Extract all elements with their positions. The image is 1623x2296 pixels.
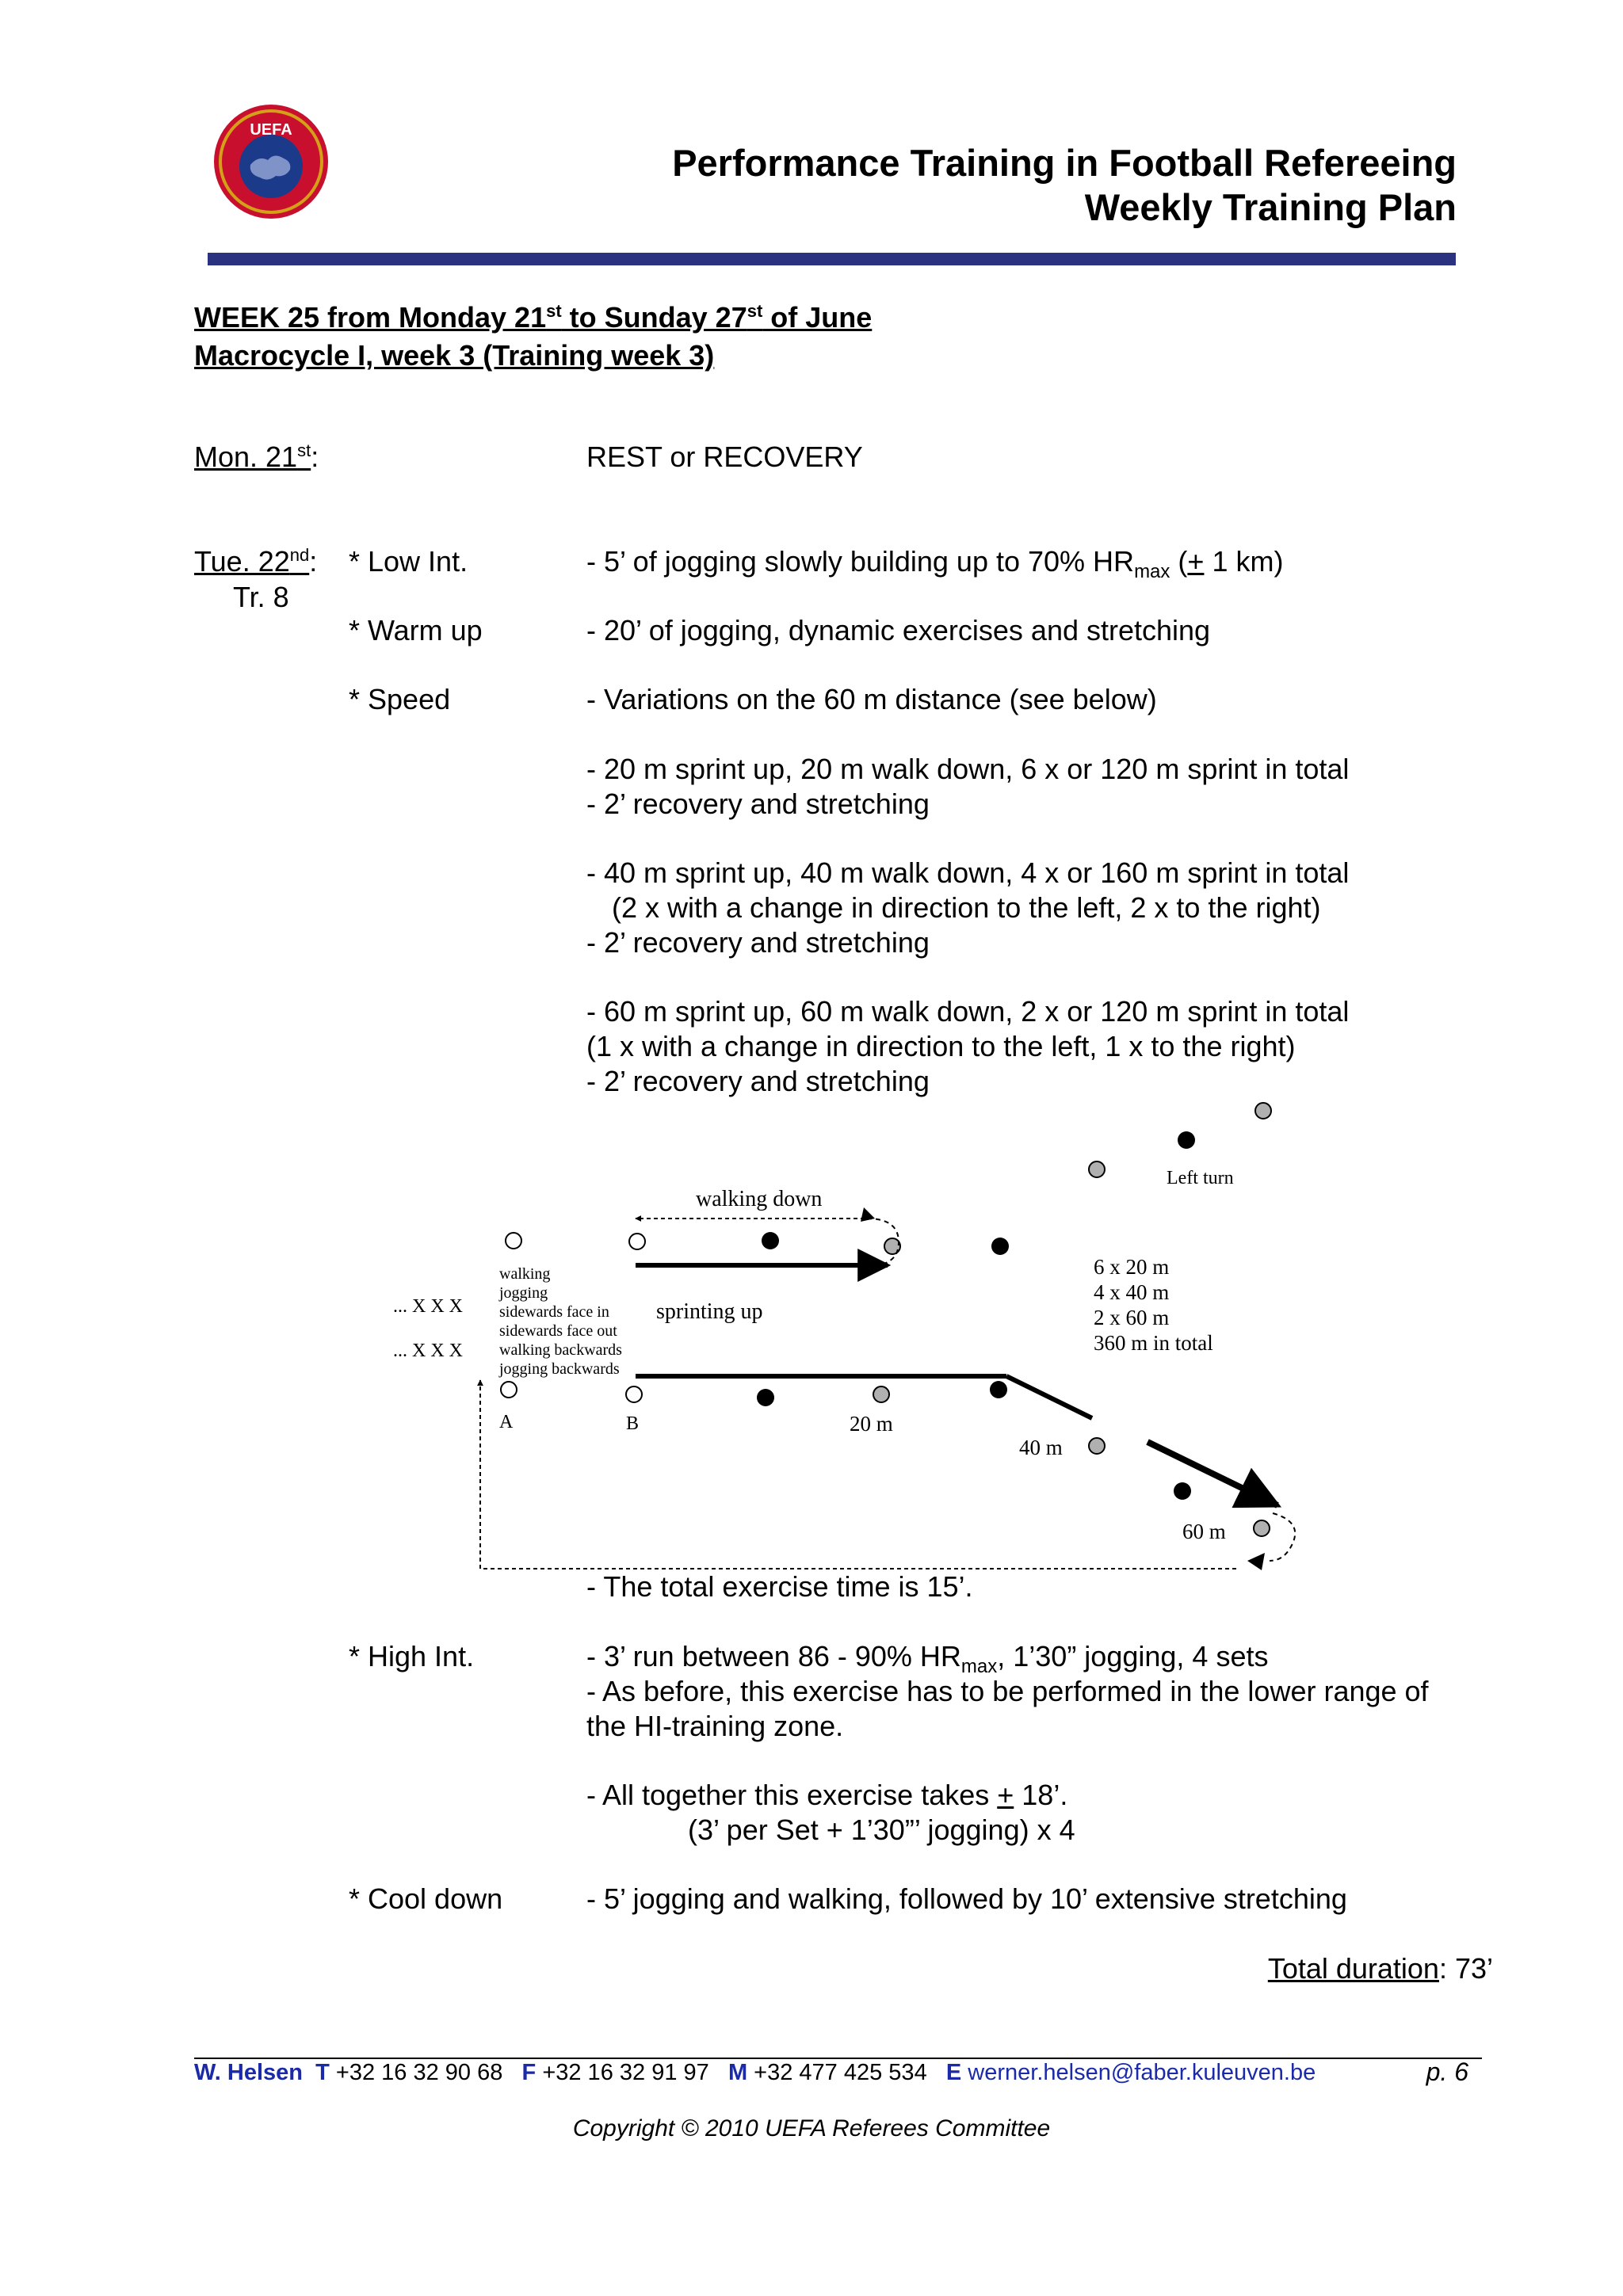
monday-text: REST or RECOVERY	[586, 441, 863, 473]
label-b: B	[626, 1413, 640, 1434]
cone-grey	[1089, 1438, 1105, 1454]
copyright: Copyright © 2010 UEFA Referees Committee	[572, 2115, 1051, 2142]
high-int-line5: (3’ per Set + 1’30”’ jogging) x 4	[688, 1814, 1075, 1846]
row-label: ... X X X	[393, 1341, 463, 1361]
total-exercise-time: - The total exercise time is 15’.	[586, 1570, 973, 1603]
movement-item: walking	[499, 1265, 551, 1283]
speed-intro: - Variations on the 60 m distance (see below)	[586, 683, 1157, 715]
cone-black	[757, 1389, 774, 1406]
low-int-text: - 5’ of jogging slowly building up to 70% $HR_{max}$ (+ 1 km)	[586, 545, 1284, 583]
speed-line: - 60 m sprint up, 60 m walk down, 2 x or 120 m sprint in total	[586, 995, 1350, 1028]
distance-20m: 20 m	[850, 1412, 893, 1436]
row-label: ... X X X	[393, 1296, 463, 1317]
sprint-line-60m	[1148, 1442, 1277, 1505]
summary-item: 4 x 40 m	[1094, 1280, 1170, 1304]
cone-grey	[873, 1386, 889, 1402]
cone-black	[1174, 1482, 1191, 1500]
speed-line: - 20 m sprint up, 20 m walk down, 6 x or 120 m sprint in total	[586, 753, 1350, 785]
author-name: W. Helsen	[194, 2060, 303, 2085]
cone-black	[991, 1238, 1009, 1255]
speed-line: (1 x with a change in direction to the left, 1 x to the right)	[586, 1030, 1296, 1062]
footer-contact: W. Helsen T +32 16 32 90 68 F +32 16 32 91 97 M +32 477 425 534 E werner.helsen@faber.kuleuven.be	[194, 2060, 1316, 2085]
sprint-line-turn	[1006, 1376, 1092, 1418]
summary-item: 6 x 20 m	[1094, 1255, 1170, 1279]
walking-down-label: walking down	[696, 1187, 823, 1211]
cool-down-text: - 5’ jogging and walking, followed by 10’ extensive stretching	[586, 1882, 1347, 1915]
cone-grey	[1254, 1520, 1270, 1536]
high-int-line4: - All together this exercise takes + 18’.	[586, 1779, 1068, 1811]
summary-item: 2 x 60 m	[1094, 1306, 1170, 1329]
macrocycle-heading: Macrocycle I, week 3 (Training week 3)	[194, 339, 715, 372]
total-duration: Total duration: 73’	[1267, 1952, 1493, 1985]
speed-line: - 2’ recovery and stretching	[586, 1065, 930, 1097]
speed-line: - 2’ recovery and stretching	[586, 926, 930, 959]
summary-item: 360 m in total	[1094, 1331, 1213, 1355]
mobile: +32 477 425 534	[754, 2060, 927, 2085]
cone-black	[1178, 1131, 1195, 1149]
week-heading: WEEK 25 from Monday 21st to Sunday 27st of June	[194, 301, 873, 334]
phone: +32 16 32 90 68	[335, 2060, 503, 2085]
cool-down-label: * Cool down	[349, 1882, 503, 1915]
sprint-drill-diagram	[380, 1085, 1316, 1577]
tuesday-label: Tue. 22nd:	[194, 545, 318, 578]
speed-line: - 2’ recovery and stretching	[586, 788, 930, 820]
logo-text: UEFA	[250, 121, 292, 139]
speed-line: (2 x with a change in direction to the left, 2 x to the right)	[612, 891, 1321, 924]
movement-item: jogging backwards	[499, 1360, 620, 1378]
header-title-line2: Weekly Training Plan	[1084, 186, 1457, 228]
return-loop	[1270, 1513, 1295, 1561]
cone-black	[762, 1232, 779, 1249]
monday-label: Mon. 21st:	[194, 441, 319, 473]
cone-black	[990, 1381, 1007, 1398]
cone-white	[506, 1233, 521, 1249]
cone-white	[629, 1234, 645, 1249]
speed-label: * Speed	[349, 683, 451, 715]
speed-line: - 40 m sprint up, 40 m walk down, 4 x or 160 m sprint in total	[586, 856, 1350, 889]
fax: +32 16 32 91 97	[542, 2060, 709, 2085]
label-a: A	[499, 1412, 514, 1432]
sprinting-up-label: sprinting up	[656, 1299, 763, 1324]
header-rule	[208, 253, 1456, 265]
low-int-label: * Low Int.	[349, 545, 468, 578]
movement-item: jogging	[499, 1284, 548, 1302]
high-int-line1: - 3’ run between 86 - 90% $HR_{max}$, 1’30” jogging, 4 sets	[586, 1640, 1269, 1678]
cone-grey	[1089, 1161, 1105, 1177]
uefa-logo	[212, 103, 330, 220]
movement-item: sidewards face out	[499, 1322, 617, 1340]
email: werner.helsen@faber.kuleuven.be	[968, 2060, 1316, 2085]
training-number: Tr. 8	[233, 581, 289, 613]
cone-white-b	[626, 1386, 642, 1402]
warm-up-text: - 20’ of jogging, dynamic exercises and stretching	[586, 614, 1211, 646]
movement-item: walking backwards	[499, 1341, 622, 1359]
cone-grey	[1255, 1103, 1271, 1119]
page-number: p. 6	[1426, 2058, 1468, 2086]
high-int-label: * High Int.	[349, 1640, 475, 1672]
footer-rule	[194, 2058, 1482, 2059]
cone-white-a	[501, 1382, 517, 1398]
high-int-line2: - As before, this exercise has to be performed in the lower range of	[586, 1675, 1429, 1707]
high-int-line3: the HI-training zone.	[586, 1710, 844, 1742]
distance-60m: 60 m	[1182, 1520, 1226, 1543]
warm-up-label: * Warm up	[349, 614, 483, 646]
left-turn-label: Left turn	[1167, 1168, 1234, 1188]
movement-item: sidewards face in	[499, 1303, 609, 1321]
distance-40m: 40 m	[1019, 1436, 1063, 1459]
header-title-line1: Performance Training in Football Refereeing	[672, 142, 1457, 184]
